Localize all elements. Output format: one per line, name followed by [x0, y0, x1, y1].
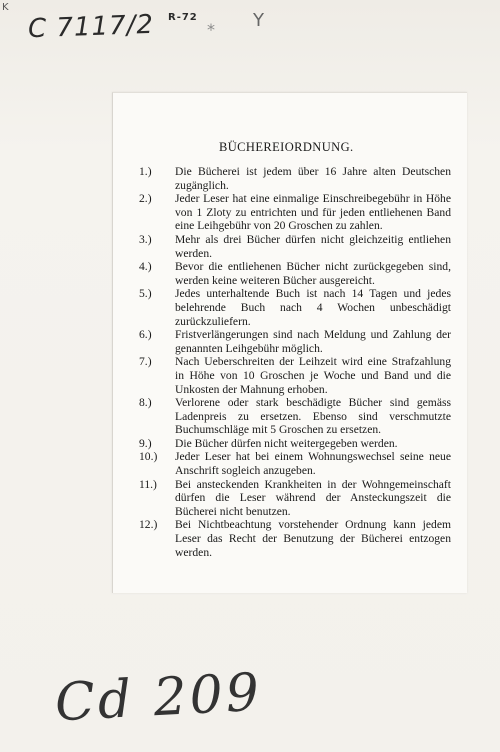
stamp-code: R-72 — [168, 12, 198, 23]
rule-item — [139, 355, 451, 396]
rule-number: 4.) — [139, 260, 152, 274]
rule-text: Jeder Leser hat eine einmalige Einschreibegebühr in Höhe von 1 Zloty zu entrichten und für jeden entliehenen Band eine Leihgebühr von 20 Groschen zu zahlen. — [175, 192, 451, 233]
rule-item — [139, 396, 451, 437]
rule-item — [139, 165, 451, 192]
star-mark: * — [207, 20, 216, 39]
rule-number: 12.) — [139, 518, 158, 532]
rule-item — [139, 328, 451, 355]
corner-mark: K — [2, 2, 10, 13]
rule-number: 5.) — [139, 287, 152, 301]
handwritten-shelf-number: Cd 209 — [53, 662, 264, 734]
rule-text: Jedes unterhaltende Buch ist nach 14 Tagen und jedes belehrende Buch nach 4 Wochen unbeschädigt zurückzuliefern. — [175, 287, 451, 328]
rule-item — [139, 450, 451, 477]
rule-text: Nach Ueberschreiten der Leihzeit wird eine Strafzahlung in Höhe von 10 Groschen je Woche und Band und die Unkosten der Mahnung erhoben. — [175, 355, 451, 396]
rule-item — [139, 192, 451, 233]
rule-text: Mehr als drei Bücher dürfen nicht gleichzeitig entliehen werden. — [175, 232, 451, 260]
rule-number: 1.) — [139, 165, 152, 178]
document-title: BÜCHEREIORDNUNG. — [219, 140, 354, 154]
rule-text: Die Bücher dürfen nicht weitergegeben werden. — [175, 436, 398, 450]
rule-number: 6.) — [139, 328, 152, 342]
rule-text: Bevor die entliehenen Bücher nicht zurückgegeben sind, werden keine weiteren Bücher ausgereicht. — [175, 260, 451, 287]
rule-text: Fristverlängerungen sind nach Meldung und Zahlung der genannten Leihgebühr möglich. — [175, 328, 451, 355]
rule-number: 9.) — [139, 436, 152, 450]
rule-number: 8.) — [139, 396, 152, 410]
rule-item — [139, 287, 451, 328]
rule-item — [139, 437, 451, 451]
rule-text: Jeder Leser hat bei einem Wohnungswechsel seine neue Anschrift sogleich anzugeben. — [175, 450, 451, 478]
y-mark: Y — [253, 10, 265, 31]
rule-number: 10.) — [139, 450, 158, 464]
rule-item — [139, 518, 451, 559]
rule-text: Bei ansteckenden Krankheiten in der Wohngemeinschaft dürfen die Leser während der Ansteckungszeit die Bücherei nicht benutzen. — [175, 477, 451, 518]
rule-number: 7.) — [139, 355, 152, 369]
rule-item — [139, 478, 451, 519]
rules-list — [139, 165, 451, 559]
rule-item — [139, 233, 451, 260]
rule-number: 2.) — [139, 192, 152, 206]
pasted-rules-sheet — [112, 92, 467, 593]
rule-text: Die Bücherei ist jedem über 16 Jahre alten Deutschen zugänglich. — [175, 165, 451, 192]
rule-item — [139, 260, 451, 287]
rule-number: 11.) — [139, 477, 157, 491]
rule-number: 3.) — [139, 232, 152, 246]
handwritten-call-number: C 7117/2 — [27, 9, 155, 45]
rule-text: Verlorene oder stark beschädigte Bücher sind gemäss Ladenpreis zu ersetzen. Ebenso sind verschmutzte Buchumschläge mit 5 Groschen zu ersetzen. — [175, 396, 451, 437]
rule-text: Bei Nichtbeachtung vorstehender Ordnung kann jedem Leser das Recht der Benutzung der Bücherei entzogen werden. — [175, 518, 451, 559]
